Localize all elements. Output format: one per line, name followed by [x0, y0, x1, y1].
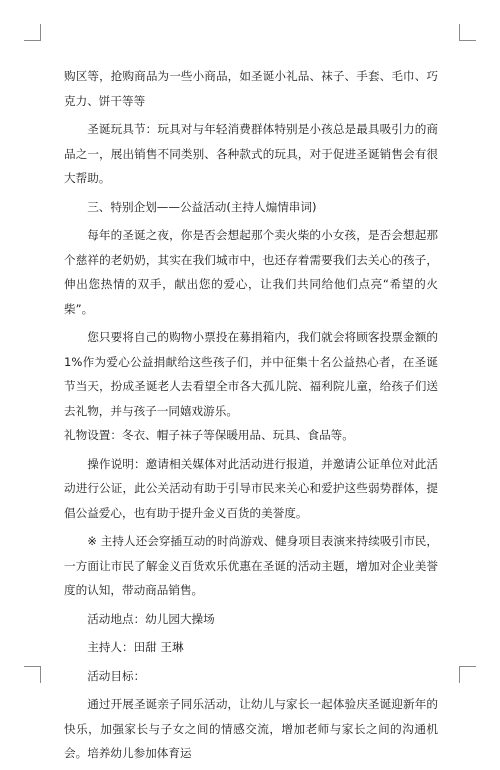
paragraph-christmas-eve: 每年的圣诞之夜，你是否会想起那个卖火柴的小女孩，是否会想起那个慈祥的老奶奶，其实在我们城市中，也还存着需要我们去关心的孩子，伸出您热情的双手，献出您的爱心，让我们共同给他们点亮“希望的火柴”。: [64, 228, 438, 316]
paragraph-goal-text: 通过开展圣诞亲子同乐活动，让幼儿与家长一起体验庆圣诞迎新年的快乐，加强家长与子女之间的情感交流，增加老师与家长之间的沟通机会。培养幼儿参加体育运: [64, 697, 438, 760]
document-body: [64, 64, 438, 770]
paragraph-host-interaction: ※ 主持人还会穿插互动的时尚游戏、健身项目表演来持续吸引市民，一方面让市民了解金义百货欢乐优惠在圣诞的活动主题，增加对企业美誉度的认知，带动商品销售。: [64, 534, 438, 597]
paragraph-venue: 活动地点：幼儿园大操场: [87, 611, 215, 626]
paragraph-goal-label: 活动目标：: [87, 668, 146, 683]
paragraph-gift-setup: 礼物设置：冬衣、帽子袜子等保暖用品、玩具、食品等。: [64, 428, 354, 442]
section-heading-charity: 三、特别企划——公益活动(主持人煽情串词): [87, 199, 317, 214]
paragraph-shopping-zone: 购区等，抢购商品为一些小商品，如圣诞小礼品、袜子、手套、毛巾、巧克力、饼干等等: [64, 69, 438, 108]
page-corner-mark-bottom-right: [459, 666, 476, 683]
paragraph-donation: 您只要将自己的购物小票投在募捐箱内，我们就会将顾客投票金额的1%作为爱心公益捐献给这些孩子们，并中征集十名公益热心者，在圣诞节当天，扮成圣诞老人去看望全市各大孤儿院、福利院儿童，给孩子们送去礼物，并与孩子一同嬉戏游乐。: [64, 330, 438, 418]
paragraph-hosts: 主持人：田甜 王琳: [87, 640, 184, 654]
page-corner-mark-top-right: [459, 24, 476, 41]
paragraph-operation-notes: 操作说明：邀请相关媒体对此活动进行报道，并邀请公证单位对此活动进行公证，此公关活动有助于引导市民来关心和爱护这些弱势群体，提倡公益爱心，也有助于提升金义百货的美誉度。: [64, 456, 438, 520]
paragraph-toy-festival: 圣诞玩具节：玩具对与年轻消费群体特别是小孩总是最具吸引力的商品之一，展出销售不同类别、各种款式的玩具，对于促进圣诞销售会有很大帮助。: [64, 122, 438, 185]
page-corner-mark-top-left: [24, 24, 41, 41]
page-corner-mark-bottom-left: [24, 666, 41, 683]
